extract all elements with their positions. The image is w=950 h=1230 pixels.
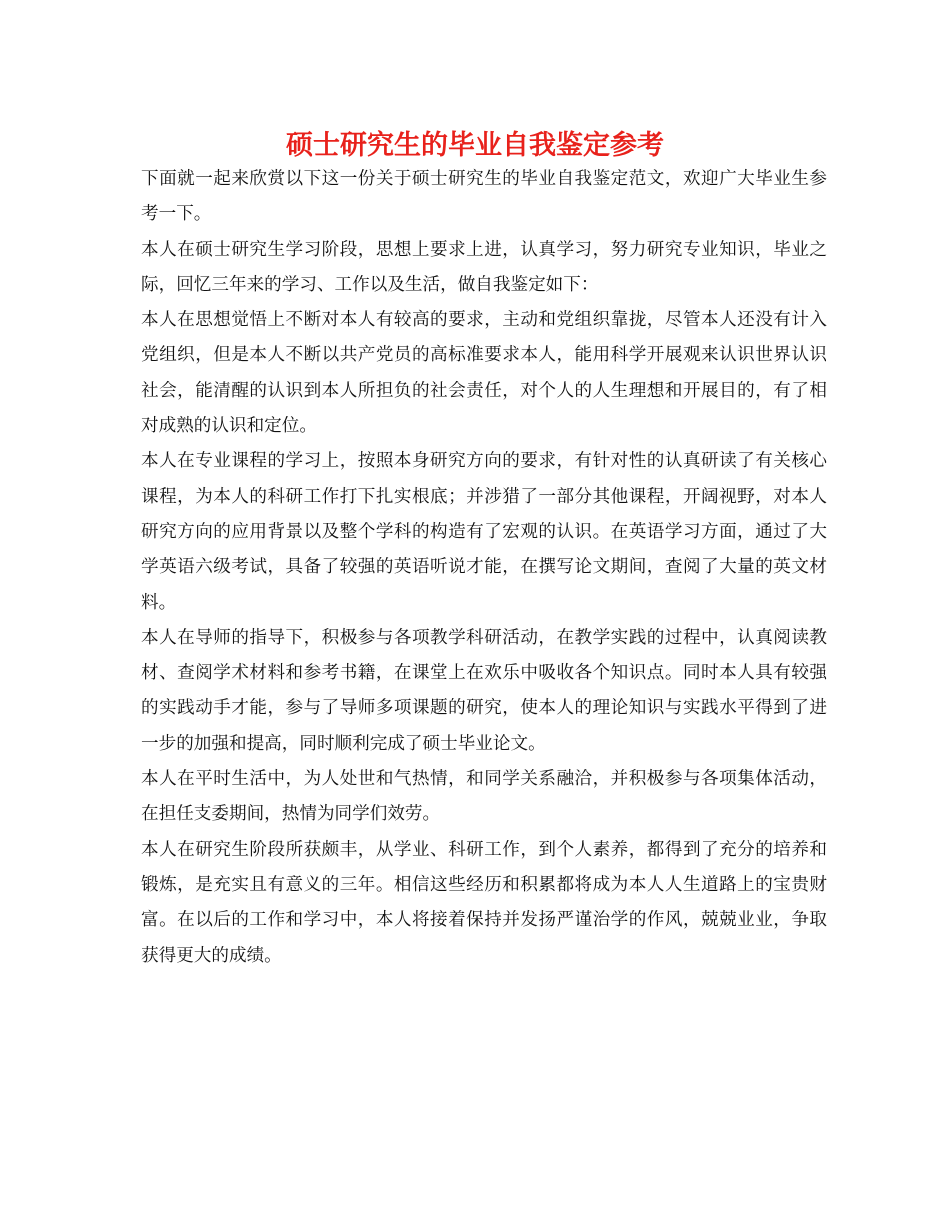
- paragraph-coursework: 本人在专业课程的学习上，按照本身研究方向的要求，有针对性的认真研读了有关核心课程，为本人的科研工作打下扎实根底；并涉猎了一部分其他课程，开阔视野，对本人研究方向的应用背景以及整个学科的构造有了宏观的认识。在英语学习方面，通过了大学英语六级考试，具备了较强的英语听说才能，在撰写论文期间，查阅了大量的英文材料。: [141, 451, 827, 613]
- document-body: [141, 162, 827, 974]
- paragraph-life: 本人在平时生活中，为人处世和气热情，和同学关系融洽，并积极参与各项集体活动，在担任支委期间，热情为同学们效劳。: [141, 769, 827, 825]
- document-title: 硕士研究生的毕业自我鉴定参考: [286, 130, 664, 161]
- paragraph-research: 本人在导师的指导下，积极参与各项教学科研活动，在教学实践的过程中，认真阅读教材、查阅学术材料和参考书籍，在课堂上在欢乐中吸收各个知识点。同时本人具有较强的实践动手才能，参与了导师多项课题的研究，使本人的理论知识与实践水平得到了进一步的加强和提高，同时顺利完成了硕士毕业论文。: [141, 627, 827, 754]
- paragraph-conclusion: 本人在研究生阶段所获颇丰，从学业、科研工作，到个人素养，都得到了充分的培养和锻炼，是充实且有意义的三年。相信这些经历和积累都将成为本人人生道路上的宝贵财富。在以后的工作和学习中，本人将接着保持并发扬严谨治学的作风，兢兢业业，争取获得更大的成绩。: [141, 839, 827, 966]
- paragraph-summary: 本人在硕士研究生学习阶段，思想上要求上进，认真学习，努力研究专业知识，毕业之际，回忆三年来的学习、工作以及生活，做自我鉴定如下：: [141, 239, 827, 295]
- paragraph-ideology: 本人在思想觉悟上不断对本人有较高的要求，主动和党组织靠拢，尽管本人还没有计入党组织，但是本人不断以共产党员的高标准要求本人，能用科学开展观来认识世界认识社会，能清醒的认识到本人所担负的社会责任，对个人的人生理想和开展目的，有了相对成熟的认识和定位。: [141, 310, 827, 437]
- paragraph-intro: 下面就一起来欣赏以下这一份关于硕士研究生的毕业自我鉴定范文，欢迎广大毕业生参考一下。: [141, 169, 827, 225]
